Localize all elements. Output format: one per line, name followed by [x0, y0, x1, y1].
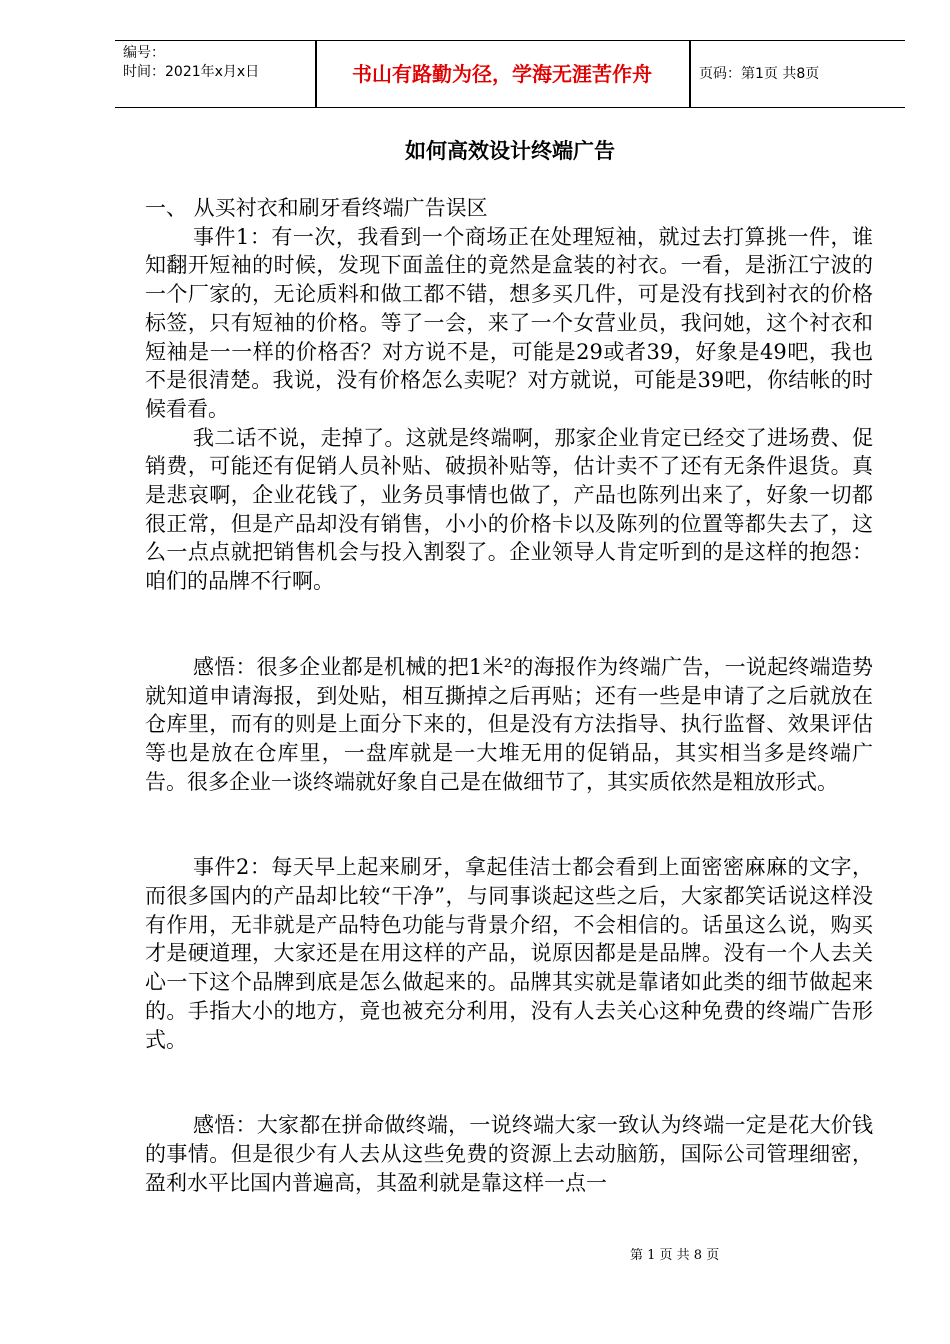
header-page-code: 页码：第1页 共8页 [699, 66, 820, 82]
document-time: 时间：2021年x月x日 [123, 64, 260, 80]
header-meta [123, 44, 313, 82]
paragraph-reaction: 我二话不说，走掉了。这就是终端啊，那家企业肯定已经交了进场费、促销费，可能还有促销人员补贴、破损补贴等，估计卖不了还有无条件退货。真是悲哀啊，企业花钱了，业务员事情也做了，产品也陈列出来了，好象一切都很正常，但是产品却没有销售，小小的价格卡以及陈列的位置等都失去了，这么一点点就把销售机会与投入割裂了。企业领导人肯定听到的是这样的抱怨：咱们的品牌不行啊。 [145, 425, 873, 594]
header-motto: 书山有路勤为径，学海无涯苦作舟 [352, 62, 652, 86]
header-divider [689, 41, 691, 107]
document-body [145, 194, 873, 1197]
page-footer: 第 1 页 共 8 页 [630, 1248, 720, 1263]
section-heading: 一、 从买衬衣和刷牙看终端广告误区 [145, 196, 488, 220]
paragraph-insight-2: 感悟：大家都在拼命做终端，一说终端大家一致认为终端一定是花大价钱的事情。但是很少有人去从这些免费的资源上去动脑筋，国际公司管理细密，盈利水平比国内普遍高，其盈利就是靠这样一点一 [145, 1113, 873, 1195]
document-number: 编号： [123, 45, 165, 61]
paragraph-insight-1: 感悟：很多企业都是机械的把1米²的海报作为终端广告，一说起终端造势就知道申请海报，到处贴，相互撕掉之后再贴；还有一些是申请了之后就放在仓库里，而有的则是上面分下来的，但是没有方法指导、执行监督、效果评估等也是放在仓库里，一盘库就是一大堆无用的促销品，其实相当多是终端广告。很多企业一谈终端就好象自己是在做细节了，其实质依然是粗放形式。 [145, 654, 873, 794]
document-title: 如何高效设计终端广告 [405, 139, 615, 163]
paragraph-event-1: 事件1：有一次，我看到一个商场正在处理短袖，就过去打算挑一件，谁知翻开短袖的时候，发现下面盖住的竟然是盒装的衬衣。一看，是浙江宁波的一个厂家的，无论质料和做工都不错，想多买几件，可是没有找到衬衣的价格标签，只有短袖的价格。等了一会，来了一个女营业员，我问她，这个衬衣和短袖是一一样的价格否？对方说不是，可能是29或者39，好象是49吧，我也不是很清楚。我说，没有价格怎么卖呢？对方就说，可能是39吧，你结帐的时候看看。 [145, 224, 873, 421]
page-header [115, 40, 905, 108]
paragraph-event-2: 事件2：每天早上起来刷牙，拿起佳洁士都会看到上面密密麻麻的文字，而很多国内的产品却比较“干净”，与同事谈起这些之后，大家都笑话说这样没有作用，无非就是产品特色功能与背景介绍，不会相信的。话虽这么说，购买才是硬道理，大家还是在用这样的产品，说原因都是是品牌。没有一个人去关心一下这个品牌到底是怎么做起来的。品牌其实就是靠诸如此类的细节做起来的。手指大小的地方，竟也被充分利用，没有人去关心这种免费的终端广告形式。 [145, 855, 873, 1052]
